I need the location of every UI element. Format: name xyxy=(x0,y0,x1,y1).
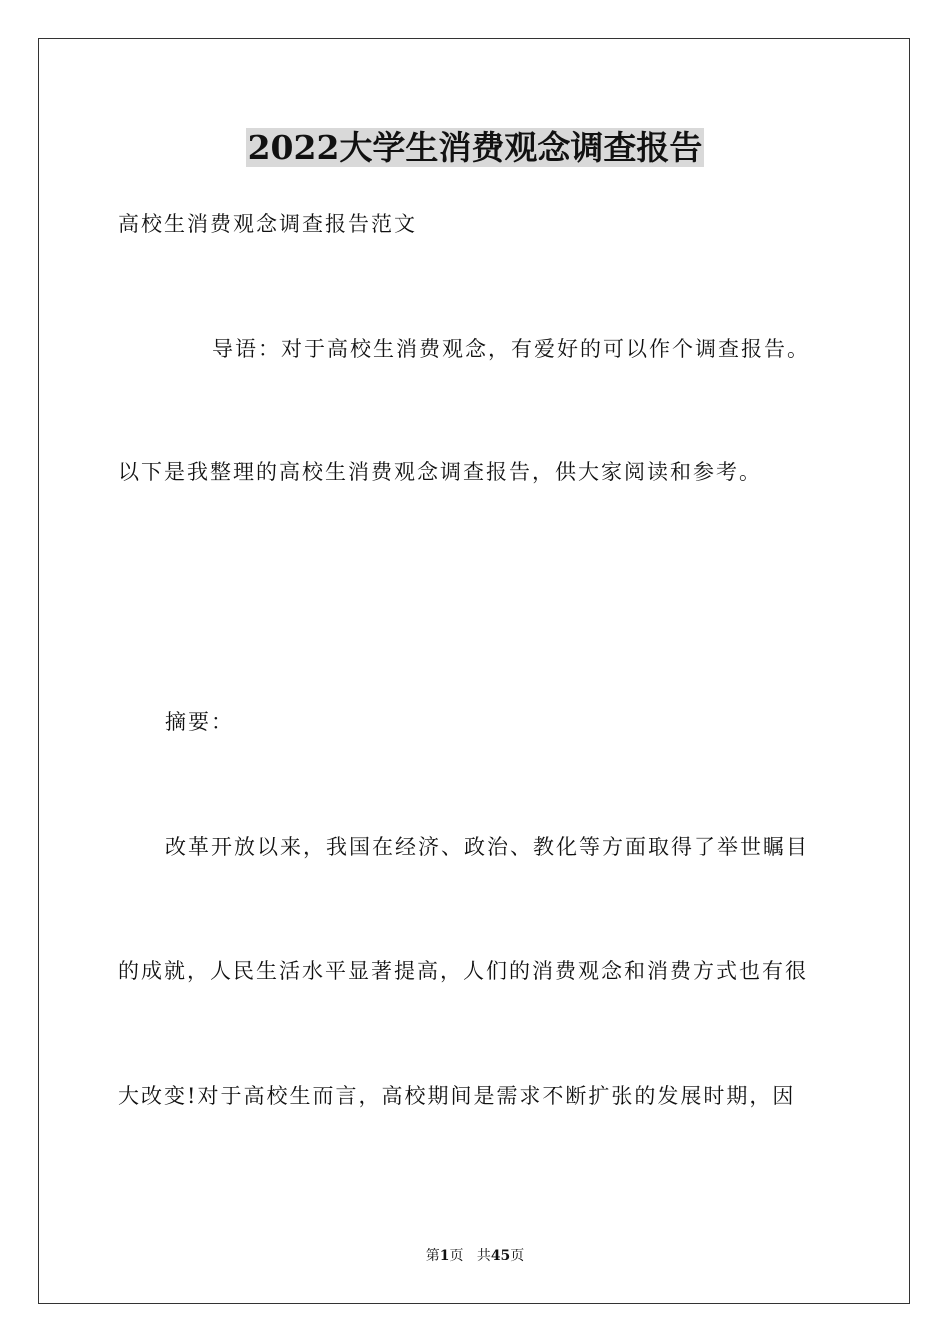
body-line-1: 改革开放以来，我国在经济、政治、教化等方面取得了举世瞩目 xyxy=(165,835,809,859)
footer-page-suffix: 页 xyxy=(449,1248,464,1264)
intro-line-2: 以下是我整理的高校生消费观念调查报告，供大家阅读和参考。 xyxy=(118,460,762,484)
intro-line-1: 导语：对于高校生消费观念，有爱好的可以作个调查报告。 xyxy=(212,337,810,361)
subtitle-line: 高校生消费观念调查报告范文 xyxy=(118,212,417,236)
footer-page-number: 1 xyxy=(439,1248,450,1264)
document-title-text: 2022大学生消费观念调查报告 xyxy=(247,128,703,167)
footer-total-suffix: 页 xyxy=(510,1248,525,1264)
page-footer xyxy=(0,1246,950,1266)
footer-total-pages: 45 xyxy=(490,1248,511,1264)
body-line-3: 大改变!对于高校生而言，高校期间是需求不断扩张的发展时期，因 xyxy=(118,1084,796,1108)
body-line-2: 的成就，人民生活水平显著提高，人们的消费观念和消费方式也有很 xyxy=(118,959,808,983)
document-title xyxy=(0,126,950,170)
footer-page-prefix: 第 xyxy=(425,1248,440,1264)
abstract-heading: 摘要： xyxy=(165,710,234,734)
footer-total-prefix: 共 xyxy=(476,1248,491,1264)
